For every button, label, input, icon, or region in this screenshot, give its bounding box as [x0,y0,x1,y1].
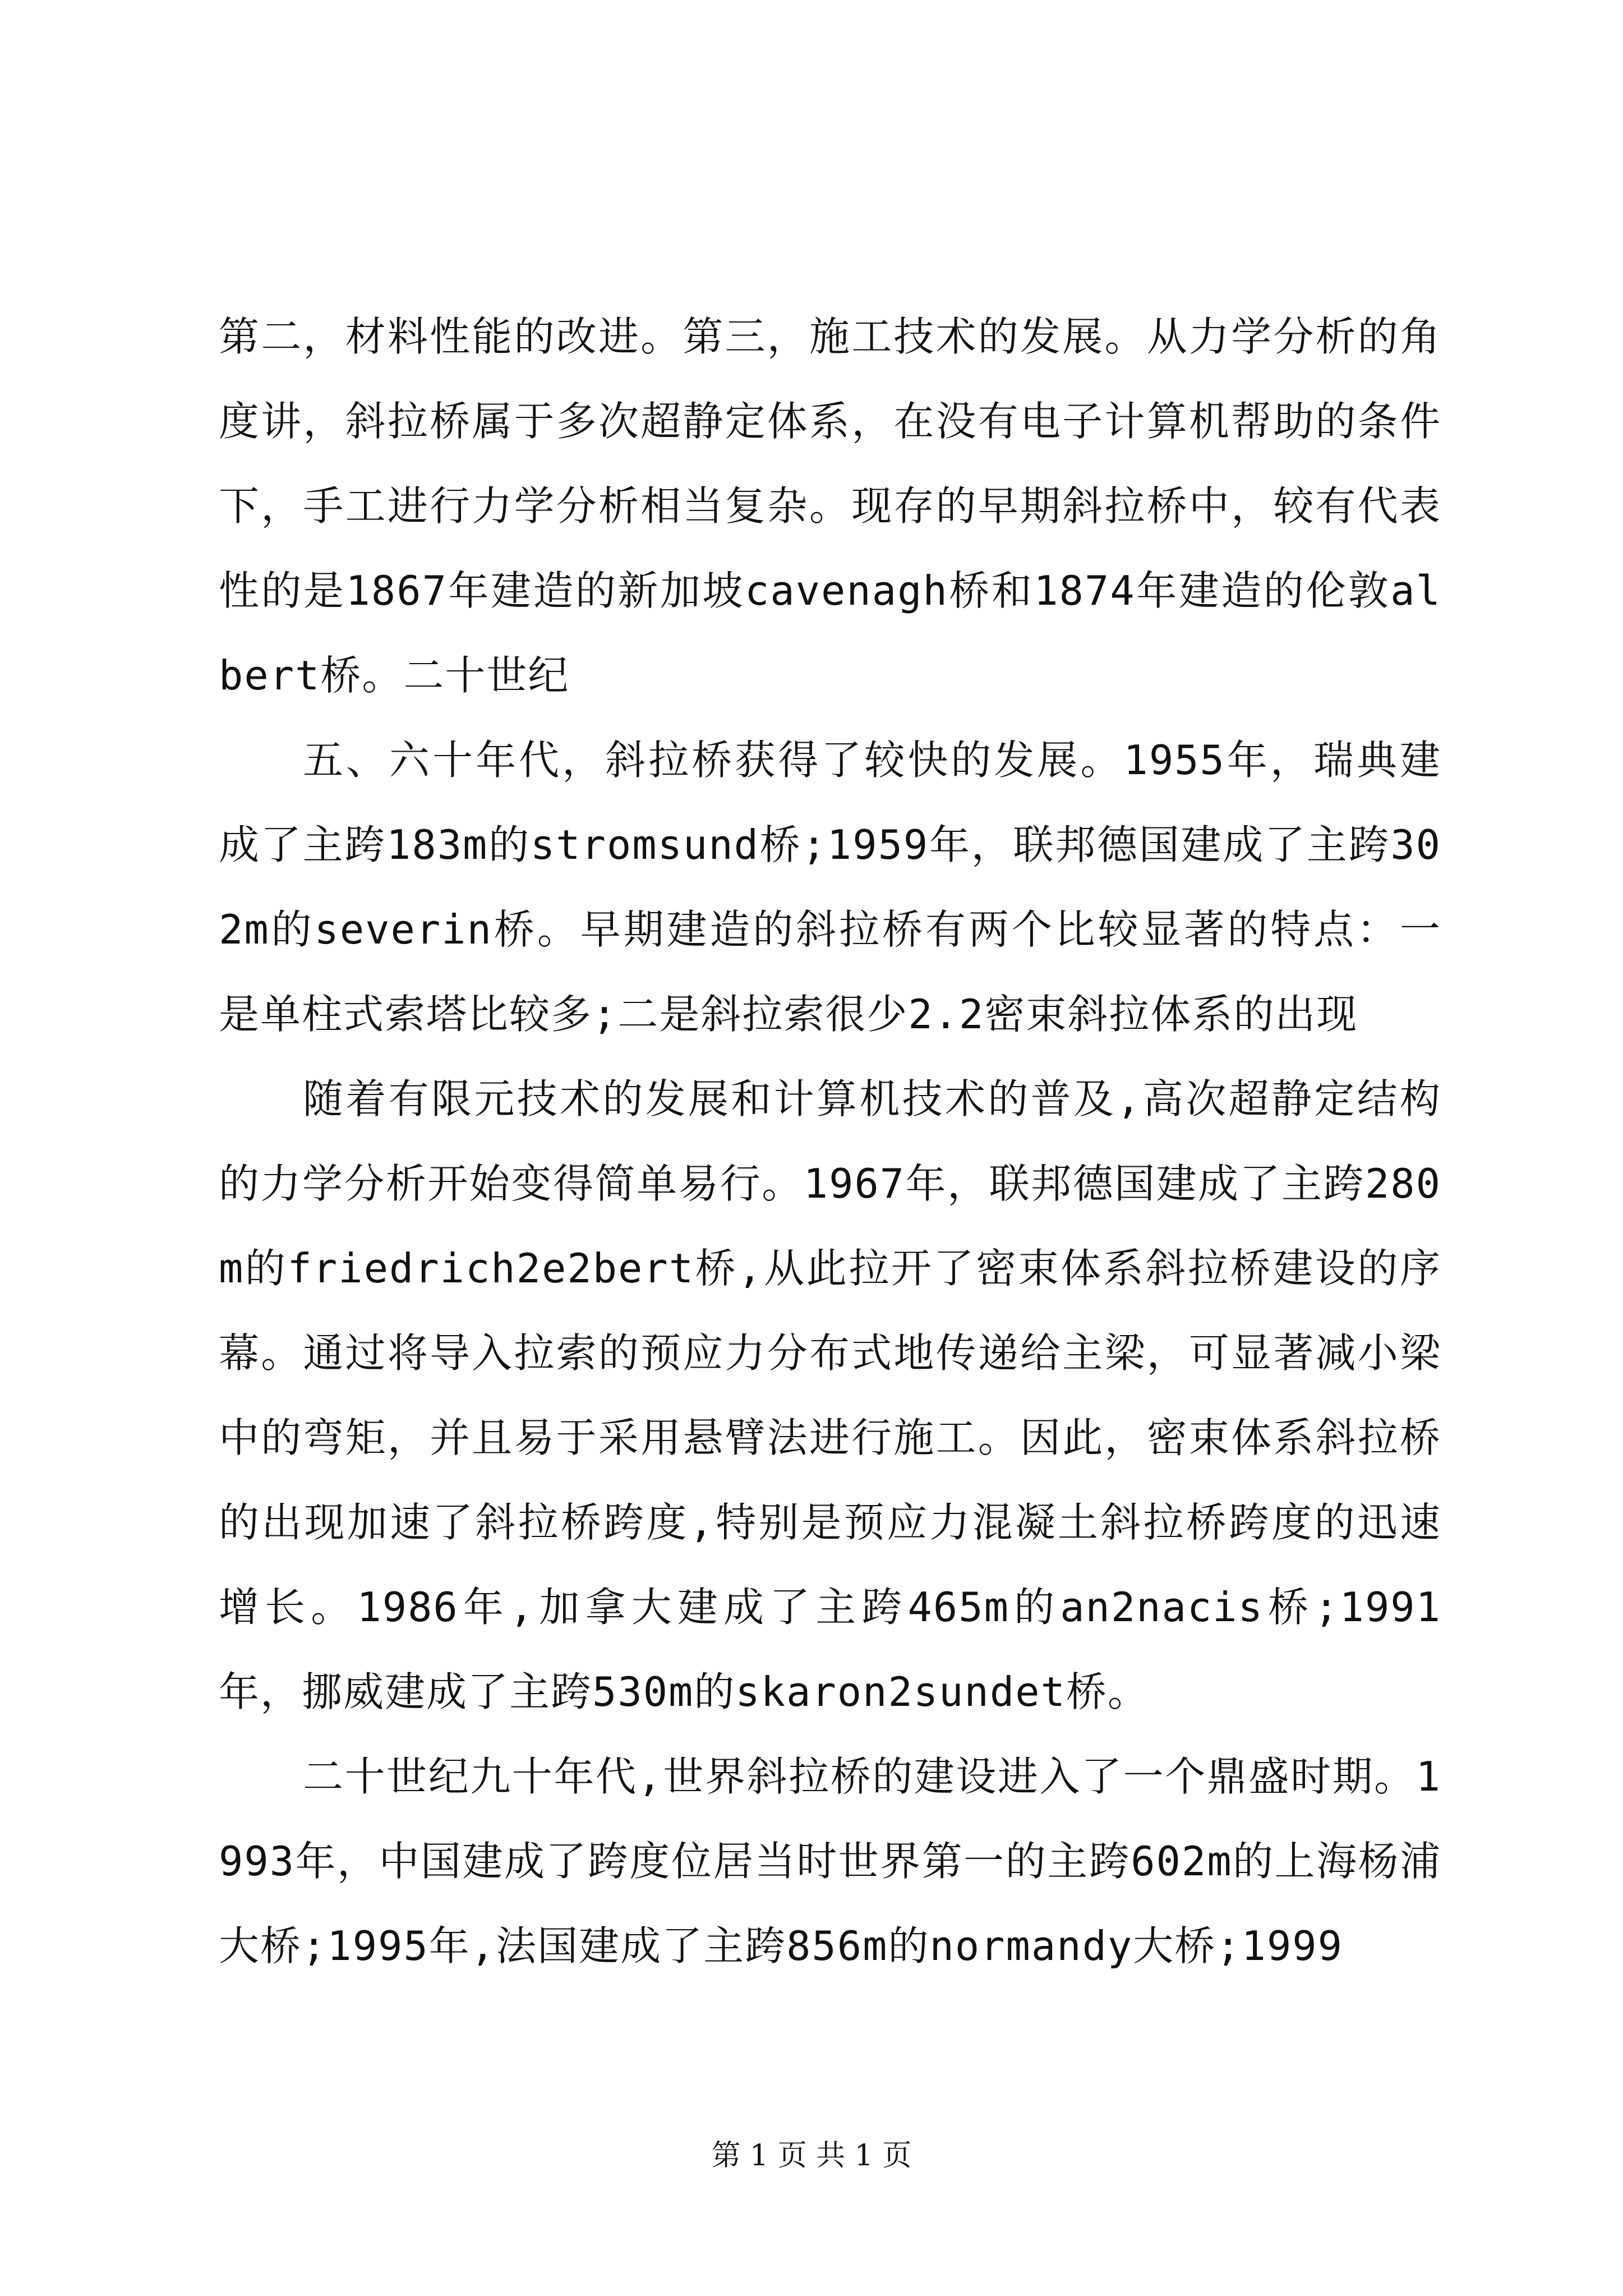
paragraph-4: 二十世纪九十年代,世界斜拉桥的建设进入了一个鼎盛时期。1993年，中国建成了跨度位居当时世界第一的主跨602m的上海杨浦大桥;1995年,法国建成了主跨856m的normandy大桥;1999 [219,1753,1441,1970]
page-footer: 第 1 页 共 1 页 [711,2139,912,2173]
document-body [219,295,1441,1989]
paragraph-1: 第二，材料性能的改进。第三，施工技术的发展。从力学分析的角度讲，斜拉桥属于多次超静定体系，在没有电子计算机帮助的条件下，手工进行力学分析相当复杂。现存的早期斜拉桥中，较有代表性的是1867年建造的新加坡cavenagh桥和1874年建造的伦敦albert桥。二十世纪 [219,313,1441,699]
paragraph-3: 随着有限元技术的发展和计算机技术的普及,高次超静定结构的力学分析开始变得简单易行。1967年，联邦德国建成了主跨280m的friedrich2e2bert桥,从此拉开了密束体系斜拉桥建设的序幕。通过将导入拉索的预应力分布式地传递给主梁，可显著减小梁中的弯矩，并且易于采用悬臂法进行施工。因此，密束体系斜拉桥的出现加速了斜拉桥跨度,特别是预应力混凝土斜拉桥跨度的迅速增长。1986年,加拿大建成了主跨465m的an2nacis桥;1991年，挪威建成了主跨530m的skaron2sundet桥。 [219,1075,1441,1715]
paragraph-2: 五、六十年代，斜拉桥获得了较快的发展。1955年，瑞典建成了主跨183m的stromsund桥;1959年，联邦德国建成了主跨302m的severin桥。早期建造的斜拉桥有两个比较显著的特点：一是单柱式索塔比较多;二是斜拉索很少2.2密束斜拉体系的出现 [219,737,1441,1038]
